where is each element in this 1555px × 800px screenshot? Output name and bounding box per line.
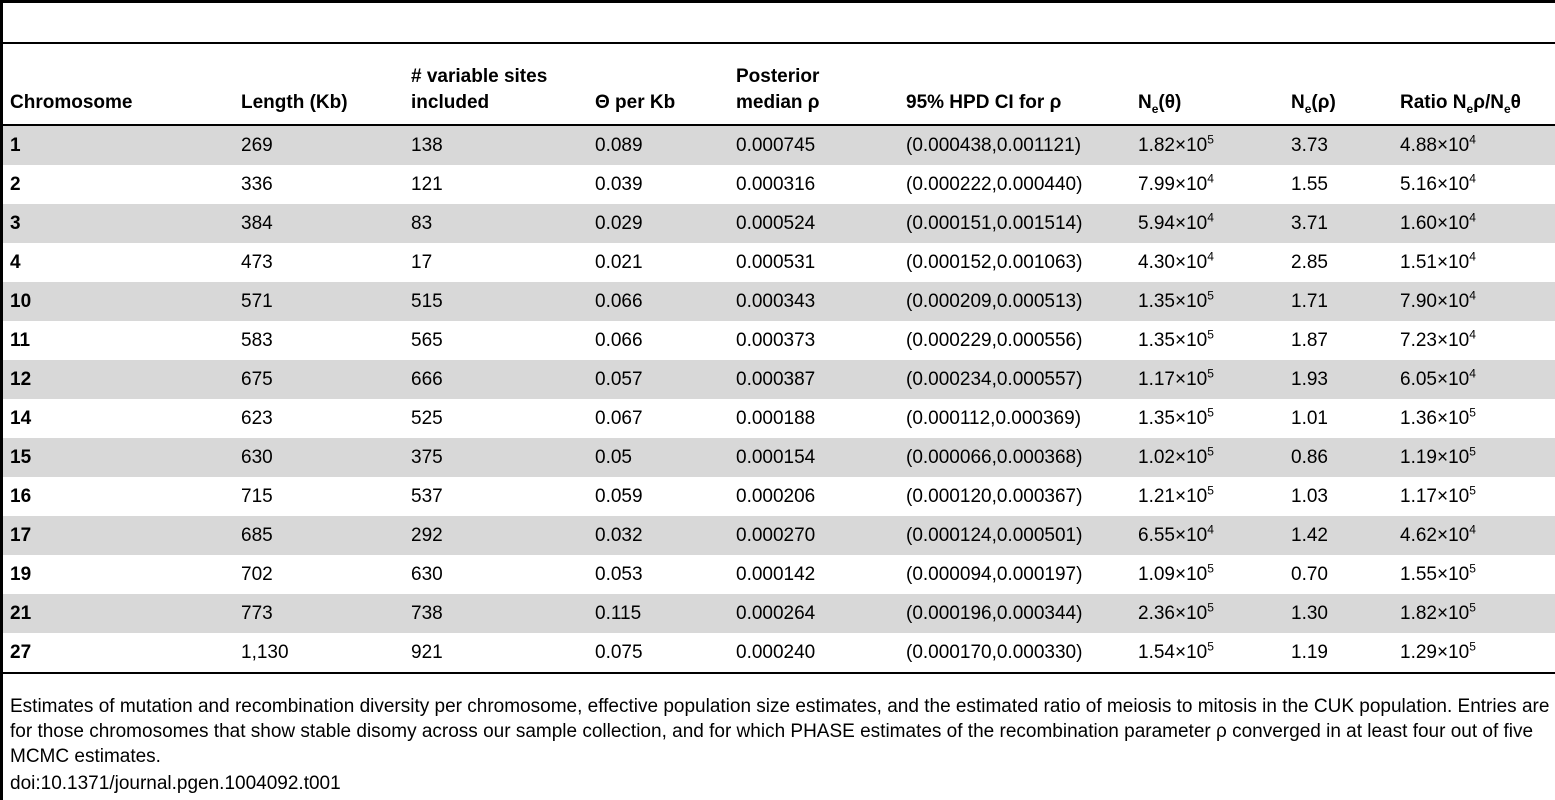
times-base: 10 [1448,174,1470,195]
table-row [3,243,1555,282]
times-base: 10 [1186,603,1208,624]
cell-ratio-mantissa: 1.29 [1400,642,1437,663]
cell-ne-theta [1131,321,1284,360]
times-base: 10 [1186,174,1208,195]
cell-rho: 0.000745 [729,125,899,165]
times-base: 10 [1186,213,1208,234]
cell-ratio-exponent: 4 [1469,210,1476,225]
cell-ratio [1393,438,1555,477]
header-ratio-tail: θ [1510,92,1521,113]
cell-ne-theta-mantissa: 1.35 [1138,408,1175,429]
cell-ne-theta-mantissa: 1.21 [1138,486,1175,507]
times-base: 10 [1448,525,1470,546]
cell-theta: 0.039 [588,165,729,204]
cell-ne-rho: 3.71 [1284,204,1393,243]
cell-sites: 83 [404,204,588,243]
times-base: 10 [1448,135,1470,156]
cell-ne-theta-mantissa: 6.55 [1138,525,1175,546]
top-border [0,0,1555,3]
header-variable-sites [404,43,588,125]
cell-ne-theta-exponent: 5 [1207,327,1214,342]
table-row [3,360,1555,399]
cell-ne-theta [1131,125,1284,165]
cell-length: 583 [234,321,404,360]
table-row [3,399,1555,438]
cell-ratio-exponent: 4 [1469,249,1476,264]
cell-sites: 537 [404,477,588,516]
header-length [234,43,404,125]
cell-length: 685 [234,516,404,555]
table-caption: Estimates of mutation and recombination diversity per chromosome, effective population size estimates, and the estimated ratio of meiosis to mitosis in the CUK population. Entries are for those chromosomes that show stable disomy across our sample collection, and for which PHASE estimates of the recombination parameter ρ converged in at least four out of five MCMC estimates. [10,696,1550,767]
times-sign: × [1174,486,1187,507]
table-row [3,165,1555,204]
cell-ratio-exponent: 4 [1469,171,1476,186]
cell-ne-rho: 0.86 [1284,438,1393,477]
cell-ratio-exponent: 4 [1469,132,1476,147]
cell-sites: 666 [404,360,588,399]
cell-ne-rho: 1.30 [1284,594,1393,633]
times-base: 10 [1186,291,1208,312]
cell-ne-theta-exponent: 5 [1207,561,1214,576]
cell-ne-theta-exponent: 5 [1207,444,1214,459]
header-posterior-line1: Posterior [736,66,820,87]
cell-ne-theta [1131,633,1284,673]
cell-theta: 0.115 [588,594,729,633]
cell-ne-theta [1131,282,1284,321]
cell-hpd: (0.000120,0.000367) [899,477,1131,516]
cell-length: 269 [234,125,404,165]
times-sign: × [1436,525,1449,546]
cell-ne-theta [1131,243,1284,282]
times-base: 10 [1186,369,1208,390]
times-base: 10 [1448,330,1470,351]
cell-sites: 630 [404,555,588,594]
cell-ne-rho: 1.71 [1284,282,1393,321]
times-base: 10 [1448,447,1470,468]
cell-theta: 0.066 [588,282,729,321]
cell-theta: 0.089 [588,125,729,165]
cell-ratio-exponent: 5 [1469,561,1476,576]
cell-ratio [1393,594,1555,633]
cell-hpd: (0.000112,0.000369) [899,399,1131,438]
cell-ne-rho: 1.42 [1284,516,1393,555]
times-sign: × [1174,291,1187,312]
cell-ne-theta-exponent: 4 [1207,171,1214,186]
cell-ne-rho: 1.55 [1284,165,1393,204]
times-sign: × [1174,603,1187,624]
cell-ratio-mantissa: 1.60 [1400,213,1437,234]
table-row [3,321,1555,360]
times-base: 10 [1186,252,1208,273]
header-ratio-sub2: e [1503,101,1511,116]
cell-ne-rho: 1.19 [1284,633,1393,673]
cell-theta: 0.021 [588,243,729,282]
cell-ratio-exponent: 5 [1469,444,1476,459]
times-base: 10 [1448,291,1470,312]
cell-rho: 0.000240 [729,633,899,673]
cell-rho: 0.000343 [729,282,899,321]
cell-ratio-mantissa: 1.36 [1400,408,1437,429]
cell-ratio [1393,204,1555,243]
times-sign: × [1436,642,1449,663]
cell-ne-theta-mantissa: 1.82 [1138,135,1175,156]
cell-length: 623 [234,399,404,438]
cell-rho: 0.000206 [729,477,899,516]
cell-chromosome: 15 [3,438,234,477]
header-hpd-label: 95% HPD CI for ρ [906,92,1062,113]
cell-ne-rho: 1.93 [1284,360,1393,399]
cell-ne-rho: 1.87 [1284,321,1393,360]
times-sign: × [1436,174,1449,195]
cell-rho: 0.000154 [729,438,899,477]
cell-ne-theta-exponent: 4 [1207,210,1214,225]
times-base: 10 [1448,408,1470,429]
cell-sites: 921 [404,633,588,673]
header-ratio-prefix: Ratio N [1400,92,1467,113]
header-hpd [899,43,1131,125]
cell-ne-rho: 1.03 [1284,477,1393,516]
header-ne-theta [1131,43,1284,125]
cell-length: 1,130 [234,633,404,673]
cell-length: 384 [234,204,404,243]
cell-ratio-mantissa: 4.62 [1400,525,1437,546]
times-sign: × [1436,369,1449,390]
cell-ne-rho: 2.85 [1284,243,1393,282]
times-base: 10 [1448,603,1470,624]
times-sign: × [1174,447,1187,468]
cell-theta: 0.05 [588,438,729,477]
times-sign: × [1174,369,1187,390]
cell-rho: 0.000373 [729,321,899,360]
header-variable-sites-line1: # variable sites [411,66,548,87]
cell-ratio-mantissa: 1.17 [1400,486,1437,507]
cell-ne-theta [1131,165,1284,204]
cell-ne-theta-mantissa: 1.35 [1138,330,1175,351]
cell-ne-rho: 0.70 [1284,555,1393,594]
cell-hpd: (0.000229,0.000556) [899,321,1131,360]
cell-ratio-mantissa: 1.82 [1400,603,1437,624]
cell-ratio-mantissa: 7.23 [1400,330,1437,351]
cell-ne-theta [1131,594,1284,633]
cell-ne-theta-mantissa: 2.36 [1138,603,1175,624]
cell-sites: 738 [404,594,588,633]
cell-ratio [1393,165,1555,204]
cell-chromosome: 2 [3,165,234,204]
cell-ne-theta-exponent: 5 [1207,639,1214,654]
times-sign: × [1436,603,1449,624]
header-posterior [729,43,899,125]
header-posterior-line2: median ρ [736,92,820,113]
header-ne-rho-tail: (ρ) [1311,92,1336,113]
cell-ratio [1393,477,1555,516]
times-sign: × [1436,486,1449,507]
cell-ratio [1393,555,1555,594]
header-ne-theta-base: N [1138,92,1152,113]
cell-ratio-exponent: 5 [1469,600,1476,615]
cell-ratio-exponent: 5 [1469,639,1476,654]
cell-ne-theta-mantissa: 7.99 [1138,174,1175,195]
times-sign: × [1174,252,1187,273]
cell-chromosome: 11 [3,321,234,360]
times-base: 10 [1448,564,1470,585]
cell-ratio-exponent: 4 [1469,366,1476,381]
table-row [3,204,1555,243]
cell-ratio [1393,516,1555,555]
times-sign: × [1436,330,1449,351]
cell-chromosome: 1 [3,125,234,165]
times-base: 10 [1186,408,1208,429]
cell-ratio-mantissa: 5.16 [1400,174,1437,195]
times-base: 10 [1186,642,1208,663]
times-base: 10 [1448,213,1470,234]
cell-sites: 515 [404,282,588,321]
times-base: 10 [1186,135,1208,156]
cell-ratio [1393,360,1555,399]
cell-chromosome: 3 [3,204,234,243]
cell-ne-theta [1131,204,1284,243]
cell-hpd: (0.000170,0.000330) [899,633,1131,673]
times-sign: × [1436,291,1449,312]
table-row [3,125,1555,165]
times-sign: × [1174,330,1187,351]
table-row [3,555,1555,594]
cell-hpd: (0.000094,0.000197) [899,555,1131,594]
header-theta-label: Θ per Kb [595,92,676,113]
cell-length: 630 [234,438,404,477]
cell-ne-theta-mantissa: 1.35 [1138,291,1175,312]
cell-theta: 0.057 [588,360,729,399]
cell-chromosome: 21 [3,594,234,633]
table-body [3,125,1555,673]
times-sign: × [1436,135,1449,156]
header-variable-sites-line2: included [411,92,490,113]
cell-ne-rho: 1.01 [1284,399,1393,438]
cell-length: 702 [234,555,404,594]
header-chromosome-label: Chromosome [10,92,133,113]
cell-ratio [1393,321,1555,360]
cell-ne-theta [1131,360,1284,399]
times-sign: × [1174,408,1187,429]
times-sign: × [1174,135,1187,156]
cell-hpd: (0.000124,0.000501) [899,516,1131,555]
header-ne-theta-tail: (θ) [1158,92,1182,113]
cell-ratio-mantissa: 1.19 [1400,447,1437,468]
times-base: 10 [1186,525,1208,546]
cell-chromosome: 4 [3,243,234,282]
table-header-row [3,43,1555,125]
table-row [3,594,1555,633]
header-ne-rho-base: N [1291,92,1305,113]
table-row [3,477,1555,516]
cell-ne-theta-exponent: 5 [1207,600,1214,615]
table-container [3,42,1555,674]
cell-ratio [1393,282,1555,321]
cell-chromosome: 19 [3,555,234,594]
cell-theta: 0.029 [588,204,729,243]
header-chromosome [3,43,234,125]
times-base: 10 [1448,642,1470,663]
cell-rho: 0.000264 [729,594,899,633]
cell-sites: 138 [404,125,588,165]
header-ratio [1393,43,1555,125]
cell-theta: 0.066 [588,321,729,360]
cell-theta: 0.075 [588,633,729,673]
cell-ratio [1393,633,1555,673]
cell-theta: 0.032 [588,516,729,555]
cell-hpd: (0.000196,0.000344) [899,594,1131,633]
cell-ne-theta-mantissa: 5.94 [1138,213,1175,234]
header-ne-rho-sub: e [1304,101,1312,116]
cell-length: 473 [234,243,404,282]
cell-ratio [1393,399,1555,438]
cell-ne-theta-mantissa: 1.02 [1138,447,1175,468]
cell-sites: 525 [404,399,588,438]
times-sign: × [1436,408,1449,429]
cell-ratio-exponent: 5 [1469,405,1476,420]
table-row [3,438,1555,477]
times-base: 10 [1448,369,1470,390]
cell-ratio-mantissa: 6.05 [1400,369,1437,390]
times-base: 10 [1186,486,1208,507]
cell-hpd: (0.000066,0.000368) [899,438,1131,477]
cell-hpd: (0.000438,0.001121) [899,125,1131,165]
cell-length: 675 [234,360,404,399]
cell-sites: 121 [404,165,588,204]
cell-chromosome: 10 [3,282,234,321]
header-ne-rho [1284,43,1393,125]
header-theta [588,43,729,125]
cell-chromosome: 17 [3,516,234,555]
cell-sites: 565 [404,321,588,360]
cell-chromosome: 14 [3,399,234,438]
cell-ne-theta-exponent: 5 [1207,288,1214,303]
header-ne-theta-sub: e [1151,101,1159,116]
times-base: 10 [1186,564,1208,585]
cell-length: 571 [234,282,404,321]
cell-ne-theta [1131,399,1284,438]
cell-ratio-exponent: 4 [1469,327,1476,342]
times-sign: × [1174,213,1187,234]
cell-ne-theta [1131,516,1284,555]
cell-hpd: (0.000209,0.000513) [899,282,1131,321]
times-sign: × [1436,447,1449,468]
times-base: 10 [1186,447,1208,468]
cell-ratio-mantissa: 4.88 [1400,135,1437,156]
cell-rho: 0.000188 [729,399,899,438]
data-table [3,42,1555,674]
cell-sites: 375 [404,438,588,477]
cell-chromosome: 16 [3,477,234,516]
cell-ne-theta-exponent: 5 [1207,132,1214,147]
cell-rho: 0.000270 [729,516,899,555]
cell-length: 773 [234,594,404,633]
times-sign: × [1174,525,1187,546]
cell-ne-theta-mantissa: 1.17 [1138,369,1175,390]
times-base: 10 [1448,252,1470,273]
cell-chromosome: 27 [3,633,234,673]
cell-rho: 0.000387 [729,360,899,399]
header-ratio-sub1: e [1466,101,1474,116]
cell-ne-theta [1131,438,1284,477]
cell-rho: 0.000524 [729,204,899,243]
cell-ne-rho: 3.73 [1284,125,1393,165]
cell-ne-theta-exponent: 5 [1207,483,1214,498]
cell-ne-theta-mantissa: 4.30 [1138,252,1175,273]
cell-chromosome: 12 [3,360,234,399]
cell-ne-theta-mantissa: 1.54 [1138,642,1175,663]
cell-ne-theta [1131,555,1284,594]
cell-ratio-mantissa: 7.90 [1400,291,1437,312]
table-row [3,282,1555,321]
cell-ratio-exponent: 5 [1469,483,1476,498]
times-base: 10 [1448,486,1470,507]
cell-ne-theta-exponent: 4 [1207,522,1214,537]
cell-length: 715 [234,477,404,516]
cell-ne-theta-exponent: 5 [1207,366,1214,381]
cell-theta: 0.067 [588,399,729,438]
times-sign: × [1436,564,1449,585]
cell-sites: 292 [404,516,588,555]
table-row [3,633,1555,673]
cell-ne-theta-mantissa: 1.09 [1138,564,1175,585]
cell-ratio-exponent: 4 [1469,288,1476,303]
cell-ne-theta [1131,477,1284,516]
cell-hpd: (0.000152,0.001063) [899,243,1131,282]
cell-rho: 0.000316 [729,165,899,204]
times-base: 10 [1186,330,1208,351]
times-sign: × [1436,252,1449,273]
times-sign: × [1174,564,1187,585]
cell-theta: 0.059 [588,477,729,516]
times-sign: × [1174,642,1187,663]
cell-ratio [1393,243,1555,282]
cell-rho: 0.000142 [729,555,899,594]
cell-theta: 0.053 [588,555,729,594]
times-sign: × [1436,213,1449,234]
header-ratio-mid: ρ/N [1473,92,1504,113]
cell-length: 336 [234,165,404,204]
cell-ratio [1393,125,1555,165]
doi-text: doi:10.1371/journal.pgen.1004092.t001 [10,773,341,794]
cell-hpd: (0.000151,0.001514) [899,204,1131,243]
cell-ne-theta-exponent: 4 [1207,249,1214,264]
cell-ne-theta-exponent: 5 [1207,405,1214,420]
cell-hpd: (0.000234,0.000557) [899,360,1131,399]
cell-ratio-mantissa: 1.51 [1400,252,1437,273]
table-row [3,516,1555,555]
times-sign: × [1174,174,1187,195]
header-length-label: Length (Kb) [241,92,348,113]
cell-ratio-exponent: 4 [1469,522,1476,537]
cell-rho: 0.000531 [729,243,899,282]
cell-sites: 17 [404,243,588,282]
cell-hpd: (0.000222,0.000440) [899,165,1131,204]
cell-ratio-mantissa: 1.55 [1400,564,1437,585]
